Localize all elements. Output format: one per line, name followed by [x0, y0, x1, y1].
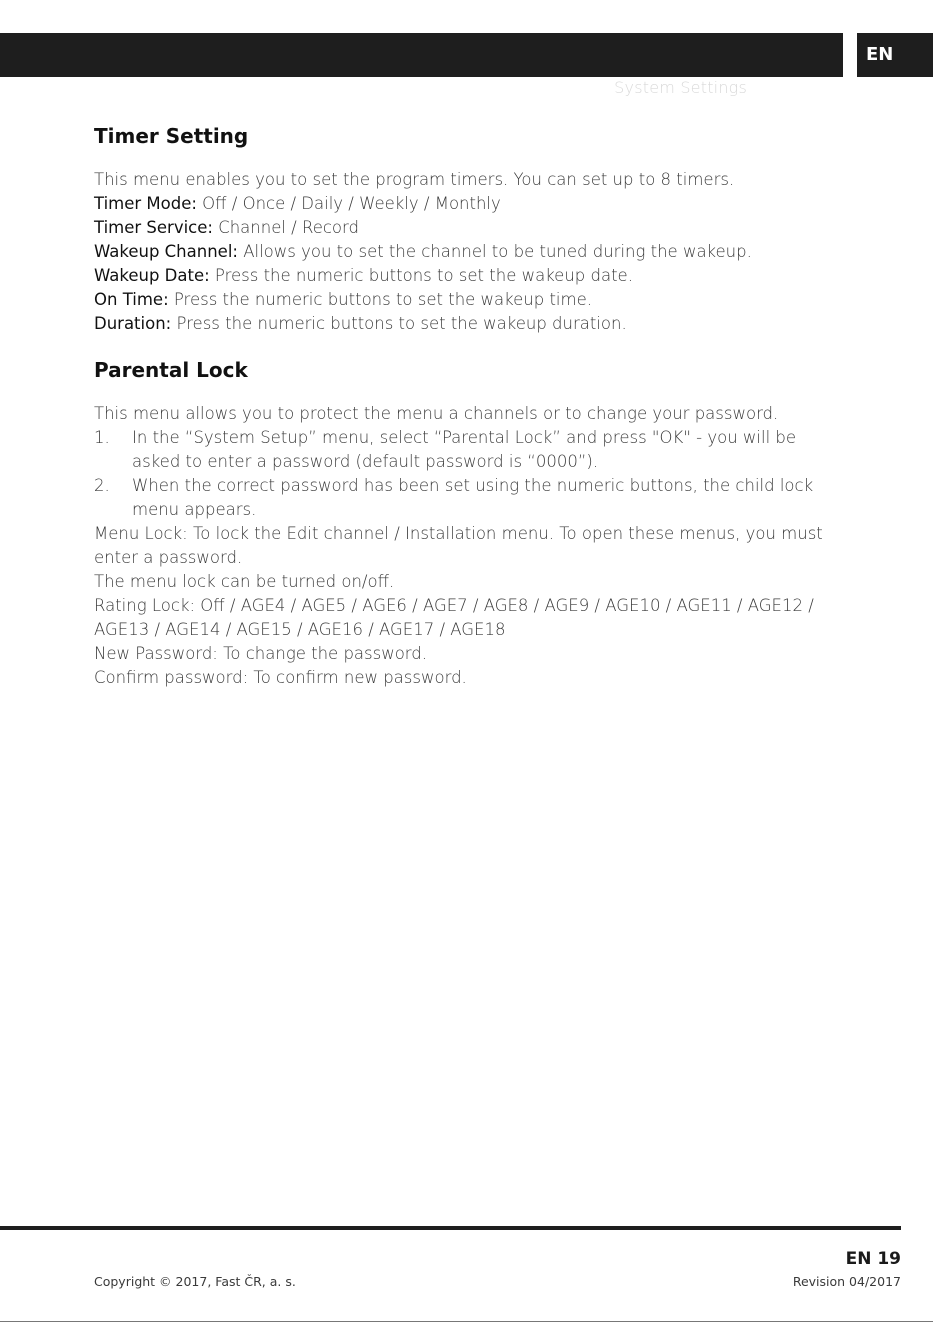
timer-service-line — [94, 216, 839, 240]
step-number: 2. — [94, 476, 110, 495]
language-badge: EN — [857, 33, 933, 77]
list-item — [94, 474, 839, 522]
footer-divider — [0, 1226, 901, 1230]
wakeup-channel-label: Wakeup Channel: — [94, 242, 238, 261]
on-time-line — [94, 288, 839, 312]
rating-lock-line: Rating Lock: Off / AGE4 / AGE5 / AGE6 / AGE7 / AGE8 / AGE9 / AGE10 / AGE11 / AGE12 / AGE13 / AGE14 / AGE15 / AGE16 / AGE17 / AGE18 — [94, 596, 814, 639]
copyright-text: Copyright © 2017, Fast ČR, a. s. — [94, 1274, 296, 1289]
parental-lock-heading: Parental Lock — [94, 358, 248, 382]
wakeup-channel-text: Allows you to set the channel to be tuned during the wakeup. — [237, 242, 752, 261]
timer-intro: This menu enables you to set the program timers. You can set up to 8 timers. — [94, 170, 735, 189]
duration-text: Press the numeric buttons to set the wakeup duration. — [171, 314, 627, 333]
timer-setting-heading: Timer Setting — [94, 124, 249, 148]
page-bottom-edge — [0, 1321, 933, 1322]
page-number: EN 19 — [845, 1249, 901, 1269]
wakeup-date-line — [94, 264, 839, 288]
list-item — [94, 426, 839, 474]
timer-mode-text: Off / Once / Daily / Weekly / Monthly — [196, 194, 501, 213]
parental-intro: This menu allows you to protect the menu a channels or to change your password. — [94, 404, 779, 423]
on-time-text: Press the numeric buttons to set the wakeup time. — [168, 290, 592, 309]
timer-mode-label: Timer Mode: — [94, 194, 197, 213]
step-text: In the “System Setup” menu, select “Parental Lock” and press "OK" - you will be asked to enter a password (default password is “0000”). — [132, 428, 797, 471]
wakeup-date-text: Press the numeric buttons to set the wakeup date. — [209, 266, 633, 285]
revision-text: Revision 04/2017 — [792, 1274, 901, 1289]
step-number: 1. — [94, 428, 110, 447]
new-password-line: New Password: To change the password. — [94, 644, 428, 663]
on-time-label: On Time: — [94, 290, 169, 309]
wakeup-channel-line — [94, 240, 839, 264]
parental-steps-list — [94, 426, 839, 522]
page-content — [94, 122, 839, 690]
timer-service-text: Channel / Record — [212, 218, 359, 237]
step-text: When the correct password has been set using the numeric buttons, the child lock menu appears. — [132, 476, 814, 519]
timer-mode-line — [94, 192, 839, 216]
confirm-password-line: Confirm password: To confirm new password. — [94, 668, 467, 687]
duration-label: Duration: — [94, 314, 172, 333]
timer-service-label: Timer Service: — [94, 218, 213, 237]
duration-line — [94, 312, 839, 336]
menu-lock-line: Menu Lock: To lock the Edit channel / Installation menu. To open these menus, you must enter a password. — [94, 524, 823, 567]
menu-lock-toggle-line: The menu lock can be turned on/off. — [94, 572, 395, 591]
header-bar — [0, 33, 843, 97]
section-title: System Settings — [614, 78, 747, 97]
wakeup-date-label: Wakeup Date: — [94, 266, 210, 285]
